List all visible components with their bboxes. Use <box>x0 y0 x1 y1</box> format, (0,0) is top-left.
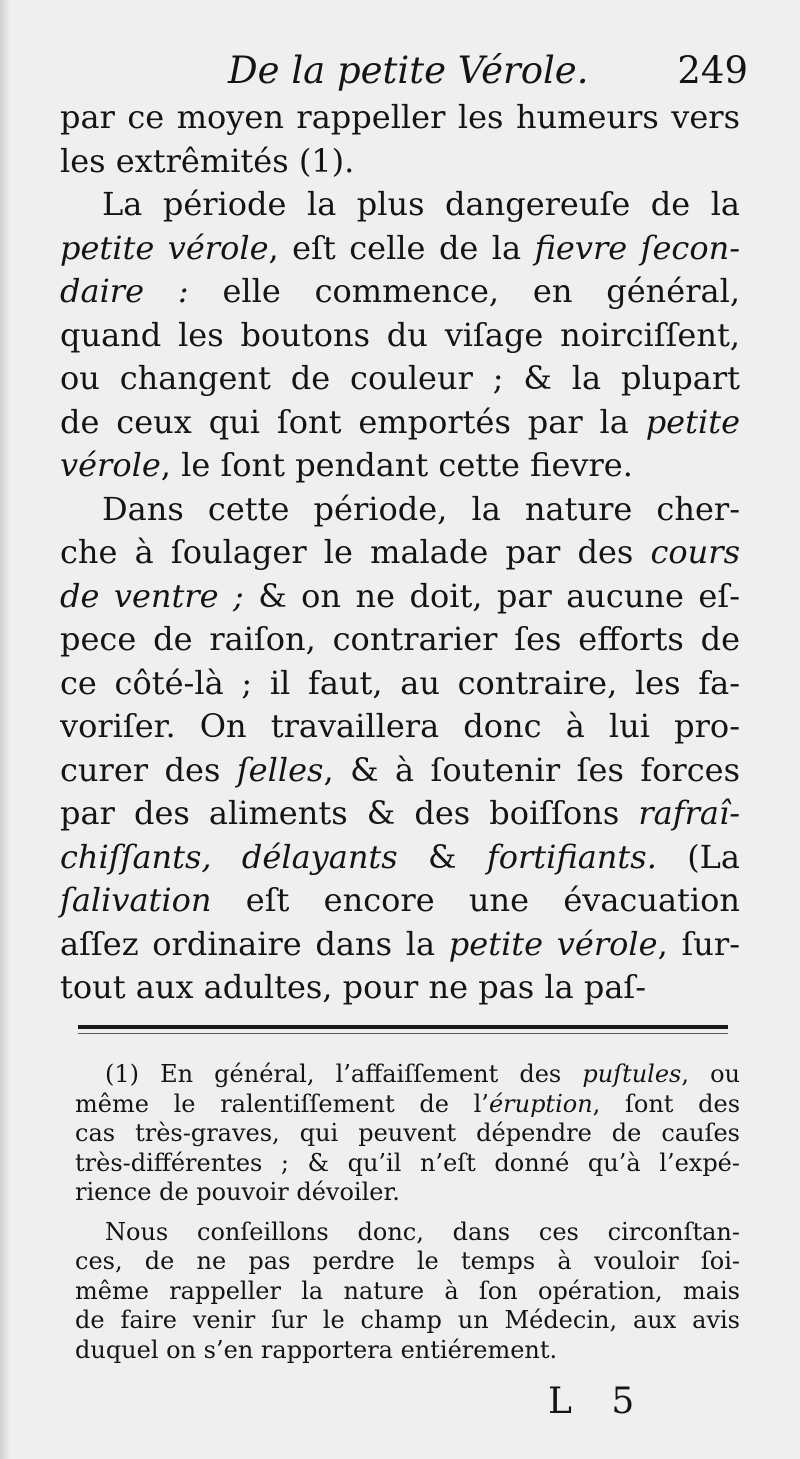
italic-text: ſelles <box>236 750 324 789</box>
italic-text: puſtules <box>582 1060 682 1088</box>
text-run: , ſur- <box>657 924 741 963</box>
text-run: & <box>397 837 487 876</box>
text-line <box>60 140 740 184</box>
italic-text: de ventre ; <box>60 576 244 615</box>
text-line <box>60 270 740 314</box>
text-line <box>60 836 740 880</box>
text-run: La période la plus dangereuſe de la <box>102 185 740 223</box>
text-line <box>60 531 740 575</box>
italic-text: fortifiants. <box>486 837 657 876</box>
footnote-line <box>75 1277 740 1307</box>
italic-text: cours <box>650 533 740 571</box>
running-title: De la petite Vérole. <box>228 49 589 92</box>
text-line <box>60 96 740 140</box>
running-header <box>228 46 748 96</box>
italic-text: fievre ſecon- <box>534 228 741 267</box>
text-run: , ou <box>681 1060 740 1088</box>
text-line <box>60 749 740 793</box>
footnote-line <box>75 1178 740 1208</box>
italic-text: ſalivation <box>60 881 212 919</box>
footnote-block <box>75 1060 740 1365</box>
text-run: par des aliments & des boiſſons <box>60 794 639 832</box>
text-run: eſt encore une évacuation <box>211 881 740 919</box>
text-run: les extrêmités (1). <box>60 141 355 180</box>
footnote-line <box>75 1060 740 1090</box>
italic-text: vérole <box>60 446 161 484</box>
text-line <box>60 923 740 967</box>
text-run: rience de pouvoir dévoiler. <box>75 1178 400 1206</box>
text-run: même le ralentiſſement de l’ <box>75 1089 489 1118</box>
text-line <box>60 401 740 445</box>
text-line <box>60 227 740 271</box>
text-line <box>60 705 740 749</box>
binding-gutter <box>0 0 10 1459</box>
text-line <box>60 488 740 532</box>
text-run: de faire venir ſur le champ un Médecin, aux avis <box>75 1306 740 1334</box>
text-run: che à ſoulager le malade par des <box>60 533 651 571</box>
footnote-line <box>75 1247 740 1277</box>
text-line <box>60 357 740 401</box>
text-line <box>60 792 740 836</box>
text-run: pece de raiſon, contrarier ſes efforts de <box>60 620 740 658</box>
footnote-line <box>75 1149 740 1179</box>
footnote-line <box>75 1119 740 1149</box>
text-run: , eſt celle de la <box>268 228 535 267</box>
text-run: voriſer. On travaillera donc à lui pro- <box>60 707 740 745</box>
text-run: aſſez ordinaire dans la <box>60 924 449 963</box>
text-run: Dans cette période, la nature cher- <box>102 489 740 528</box>
italic-text: éruption <box>488 1089 593 1118</box>
text-run: par ce moyen rappeller les humeurs vers <box>60 98 740 136</box>
page-number: 249 <box>677 49 748 92</box>
text-run: même rappeller la nature à ſon opération, mais <box>75 1276 740 1305</box>
text-run: Nous conſeillons donc, dans ces circonſtan- <box>105 1217 740 1246</box>
main-text <box>60 96 740 1010</box>
text-run: ce côté-là ; il faut, au contraire, les fa- <box>60 663 740 702</box>
italic-text: rafraî- <box>638 794 740 832</box>
text-run: de ceux qui ſont emportés par la <box>60 402 646 441</box>
italic-text: petite <box>645 402 740 441</box>
text-line <box>60 444 740 488</box>
text-run: , ſont des <box>592 1089 741 1118</box>
italic-text: petite vérole <box>60 228 269 267</box>
footnote-rule <box>78 1025 728 1029</box>
italic-text: daire : <box>60 272 189 310</box>
text-run: elle commence, en général, <box>188 272 741 310</box>
footnote-line <box>75 1090 740 1120</box>
text-run: quand les boutons du viſage noirciſſent, <box>60 315 740 354</box>
footnote-line <box>75 1336 740 1366</box>
text-line <box>60 618 740 662</box>
signature-mark: L 5 <box>548 1381 649 1422</box>
text-run: ou changent de couleur ; & la plupart <box>60 359 740 397</box>
text-run: tout aux adultes, pour ne pas la paſ- <box>60 968 647 1006</box>
text-run: curer des <box>60 750 237 789</box>
text-run: très-différentes ; & qu’il n’eſt donné qu’à l’expé- <box>75 1148 740 1177</box>
text-run: ces, de ne pas perdre le temps à vouloir ſoi- <box>75 1247 740 1275</box>
text-run: & on ne doit, par aucune eſ- <box>243 576 740 615</box>
italic-text: petite vérole <box>448 924 658 963</box>
text-run: cas très-graves, qui peuvent dépendre de cauſes <box>75 1119 740 1147</box>
text-line <box>60 966 740 1010</box>
text-line <box>60 575 740 619</box>
text-line <box>60 662 740 706</box>
text-line <box>60 183 740 227</box>
text-run: , & à ſoutenir ſes forces <box>323 750 741 789</box>
italic-text: chiſſants, délayants <box>60 837 398 876</box>
text-line <box>60 879 740 923</box>
text-run: (La <box>656 837 741 876</box>
text-line <box>60 314 740 358</box>
text-run: , le ſont pendant cette fievre. <box>160 446 633 484</box>
footnote-rule-thin <box>78 1033 728 1034</box>
text-run: (1) En général, l’affaiſſement des <box>105 1060 583 1088</box>
footnote-line <box>75 1306 740 1336</box>
text-run: duquel on s’en rapportera entiérement. <box>75 1335 558 1364</box>
footnote-line <box>75 1218 740 1248</box>
